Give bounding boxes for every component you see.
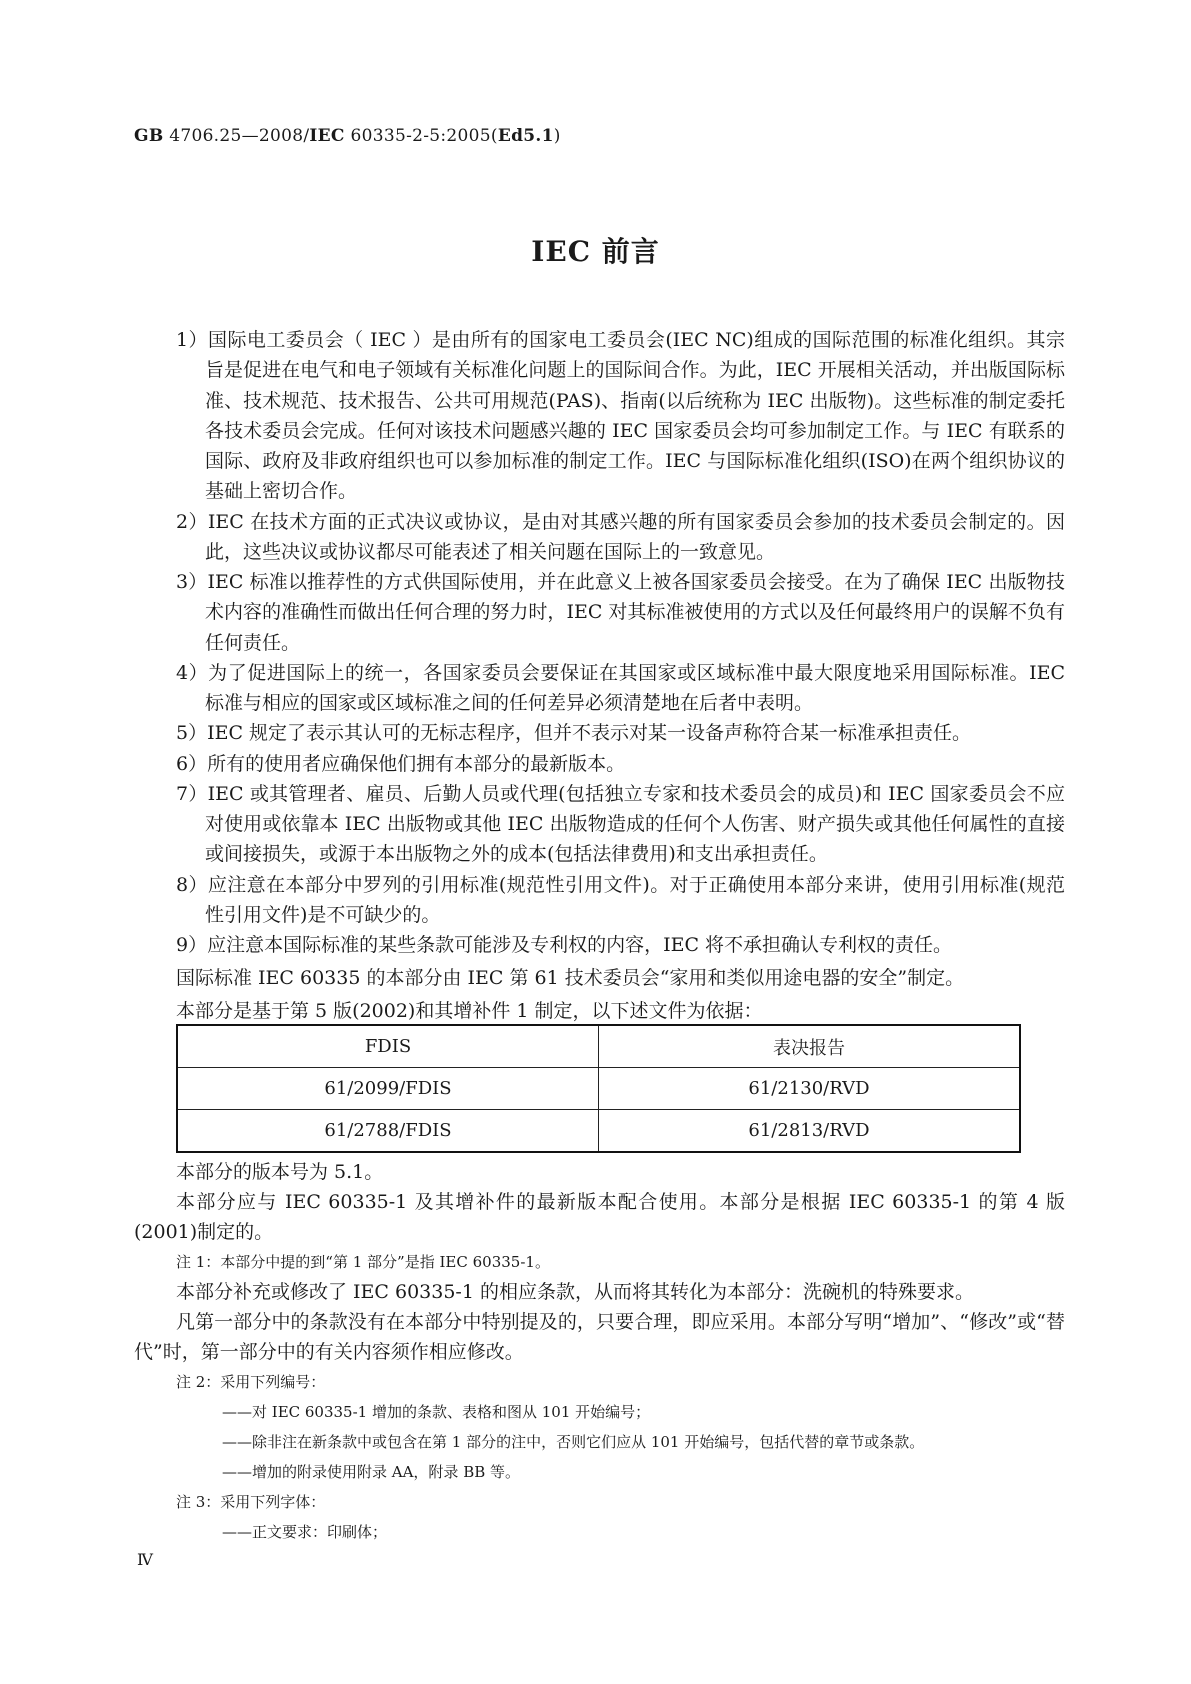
body-paragraphs <box>134 1157 1065 1547</box>
table-header-cell: 表决报告 <box>599 1025 1021 1068</box>
note: 注 2：采用下列编号： <box>176 1373 326 1391</box>
page-title: IEC 前言 <box>531 235 660 268</box>
table-row <box>177 1110 1020 1153</box>
header-gb: GB <box>134 126 164 146</box>
note-item: ——正文要求：印刷体； <box>222 1523 388 1541</box>
note: 注 3：采用下列字体： <box>176 1493 326 1511</box>
paragraph: 本部分的版本号为 5.1。 <box>176 1161 384 1183</box>
header-edition: Ed5.1 <box>497 126 554 146</box>
document-table <box>176 1024 1021 1153</box>
table-row <box>177 1068 1020 1110</box>
list-item: 3）IEC 标准以推荐性的方式供国际使用，并在此意义上被各国家委员会接受。在为了确保 IEC 出版物技术内容的准确性而做出任何合理的努力时，IEC 对其标准被使用的方式以及任何最终用户的误解不负有任何责任。 <box>176 571 1065 654</box>
list-item: 1）国际电工委员会（ IEC ）是由所有的国家电工委员会(IEC NC)组成的国际范围的标准化组织。其宗旨是促进在电气和电子领域有关标准化问题上的国际间合作。为此，IEC 开展相关活动，并出版国际标准、技术规范、技术报告、公共可用规范(PAS)、指南(以后统称为 IEC 出版物)。这些标准的制定委托各技术委员会完成。任何对该技术问题感兴趣的 IEC 国家委员会均可参加制定工作。与 IEC 有联系的国际、政府及非政府组织也可以参加标准的制定工作。IEC 与国际标准化组织(ISO)在两个组织协议的基础上密切合作。 <box>176 329 1065 503</box>
list-item: 2）IEC 在技术方面的正式决议或协议，是由对其感兴趣的所有国家委员会参加的技术委员会制定的。因此，这些决议或协议都尽可能表述了相关问题在国际上的一致意见。 <box>176 510 1065 563</box>
table-header-row <box>177 1025 1020 1068</box>
paragraph: 本部分补充或修改了 IEC 60335-1 的相应条款，从而将其转化为本部分：洗碗机的特殊要求。 <box>176 1281 974 1303</box>
table-header-cell: FDIS <box>177 1025 599 1068</box>
list-item: 8）应注意在本部分中罗列的引用标准(规范性引用文件)。对于正确使用本部分来讲，使用引用标准(规范性引用文件)是不可缺少的。 <box>176 873 1065 926</box>
paragraph: 本部分应与 IEC 60335-1 及其增补件的最新版本配合使用。本部分是根据 IEC 60335-1 的第 4 版(2001)制定的。 <box>134 1191 1065 1243</box>
list-item: 4）为了促进国际上的统一，各国家委员会要保证在其国家或区域标准中最大限度地采用国际标准。IEC 标准与相应的国家或区域标准之间的任何差异必须清楚地在后者中表明。 <box>176 661 1065 714</box>
table-cell: 61/2788/FDIS <box>177 1110 599 1153</box>
note: 注 1：本部分中提的到“第 1 部分”是指 IEC 60335-1。 <box>176 1253 550 1271</box>
note-item: ——除非注在新条款中或包含在第 1 部分的注中，否则它们应从 101 开始编号，包括代替的章节或条款。 <box>222 1433 925 1451</box>
list-item: 5）IEC 规定了表示其认可的无标志程序，但并不表示对某一设备声称符合某一标准承担责任。 <box>176 722 972 745</box>
paragraph: 本部分是基于第 5 版(2002)和其增补件 1 制定，以下述文件为依据： <box>176 999 763 1022</box>
list-item: 9）应注意本国际标准的某些条款可能涉及专利权的内容，IEC 将不承担确认专利权的责任。 <box>176 934 953 956</box>
header-close: ) <box>553 126 561 146</box>
header-iec: IEC <box>309 126 345 146</box>
table-cell: 61/2099/FDIS <box>177 1068 599 1110</box>
table-cell: 61/2813/RVD <box>599 1110 1021 1153</box>
intro-paragraphs <box>134 962 1065 1027</box>
header-gb-number: 4706.25—2008/ <box>169 126 310 146</box>
running-header <box>134 126 561 146</box>
page-number: Ⅳ <box>137 1550 153 1569</box>
note-item: ——增加的附录使用附录 AA，附录 BB 等。 <box>222 1463 521 1481</box>
numbered-list <box>134 325 1065 960</box>
header-iec-number: 60335-2-5:2005( <box>350 126 498 146</box>
table-cell: 61/2130/RVD <box>599 1068 1021 1110</box>
paragraph: 凡第一部分中的条款没有在本部分中特别提及的，只要合理，即应采用。本部分写明“增加”、“修改”或“替代”时，第一部分中的有关内容须作相应修改。 <box>134 1311 1065 1363</box>
list-item: 7）IEC 或其管理者、雇员、后勤人员或代理(包括独立专家和技术委员会的成员)和 IEC 国家委员会不应对使用或依靠本 IEC 出版物或其他 IEC 出版物造成的任何个人伤害、财产损失或其他任何属性的直接或间接损失，或源于本出版物之外的成本(包括法律费用)和支出承担责任。 <box>176 782 1065 866</box>
list-item: 6）所有的使用者应确保他们拥有本部分的最新版本。 <box>176 752 626 775</box>
paragraph: 国际标准 IEC 60335 的本部分由 IEC 第 61 技术委员会“家用和类似用途电器的安全”制定。 <box>176 967 965 989</box>
note-item: ——对 IEC 60335-1 增加的条款、表格和图从 101 开始编号； <box>222 1403 651 1421</box>
